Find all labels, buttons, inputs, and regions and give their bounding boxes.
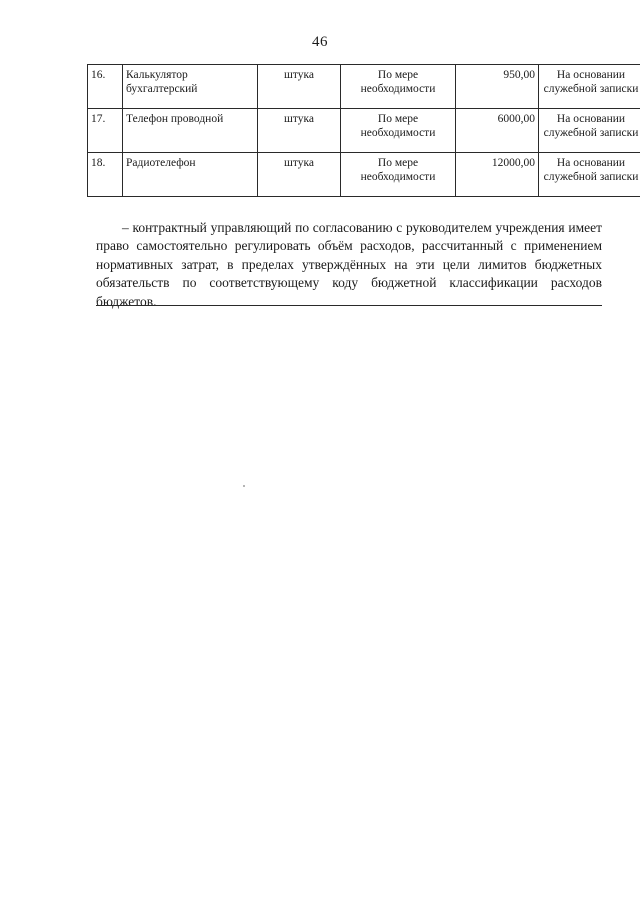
page-number: 46 xyxy=(312,34,328,50)
basis-cell: На основании служебной записки xyxy=(539,109,640,153)
row-number-cell: 16. xyxy=(88,65,123,109)
quantity-cell: По мере необходимости xyxy=(341,109,456,153)
table-row xyxy=(88,65,640,109)
quantity-cell: По мере необходимости xyxy=(341,65,456,109)
item-name-cell: Телефон проводной xyxy=(123,109,258,153)
quantity-cell: По мере необходимости xyxy=(341,153,456,197)
price-cell: 950,00 xyxy=(456,65,539,109)
item-name-cell: Калькулятор бухгалтерский xyxy=(123,65,258,109)
table-row xyxy=(88,153,640,197)
unit-cell: штука xyxy=(258,109,341,153)
basis-cell: На основании служебной записки xyxy=(539,153,640,197)
unit-cell: штука xyxy=(258,153,341,197)
scan-speck xyxy=(243,485,245,487)
unit-cell: штука xyxy=(258,65,341,109)
row-number-cell: 18. xyxy=(88,153,123,197)
row-number-cell: 17. xyxy=(88,109,123,153)
item-name-cell: Радиотелефон xyxy=(123,153,258,197)
table-row xyxy=(88,109,640,153)
price-cell: 6000,00 xyxy=(456,109,539,153)
price-cell: 12000,00 xyxy=(456,153,539,197)
basis-cell: На основании служебной записки xyxy=(539,65,640,109)
items-table xyxy=(87,64,640,197)
horizontal-rule xyxy=(96,305,602,306)
body-paragraph: – контрактный управляющий по согласованию с руководителем учреждения имеет право самостоятельно регулировать объём расходов, рассчитанный с применением нормативных затрат, в пределах утверждённых на эти цели лимитов бюджетных обязательств по соответствующему коду бюджетной классификации расходов бюджетов. xyxy=(96,219,602,309)
